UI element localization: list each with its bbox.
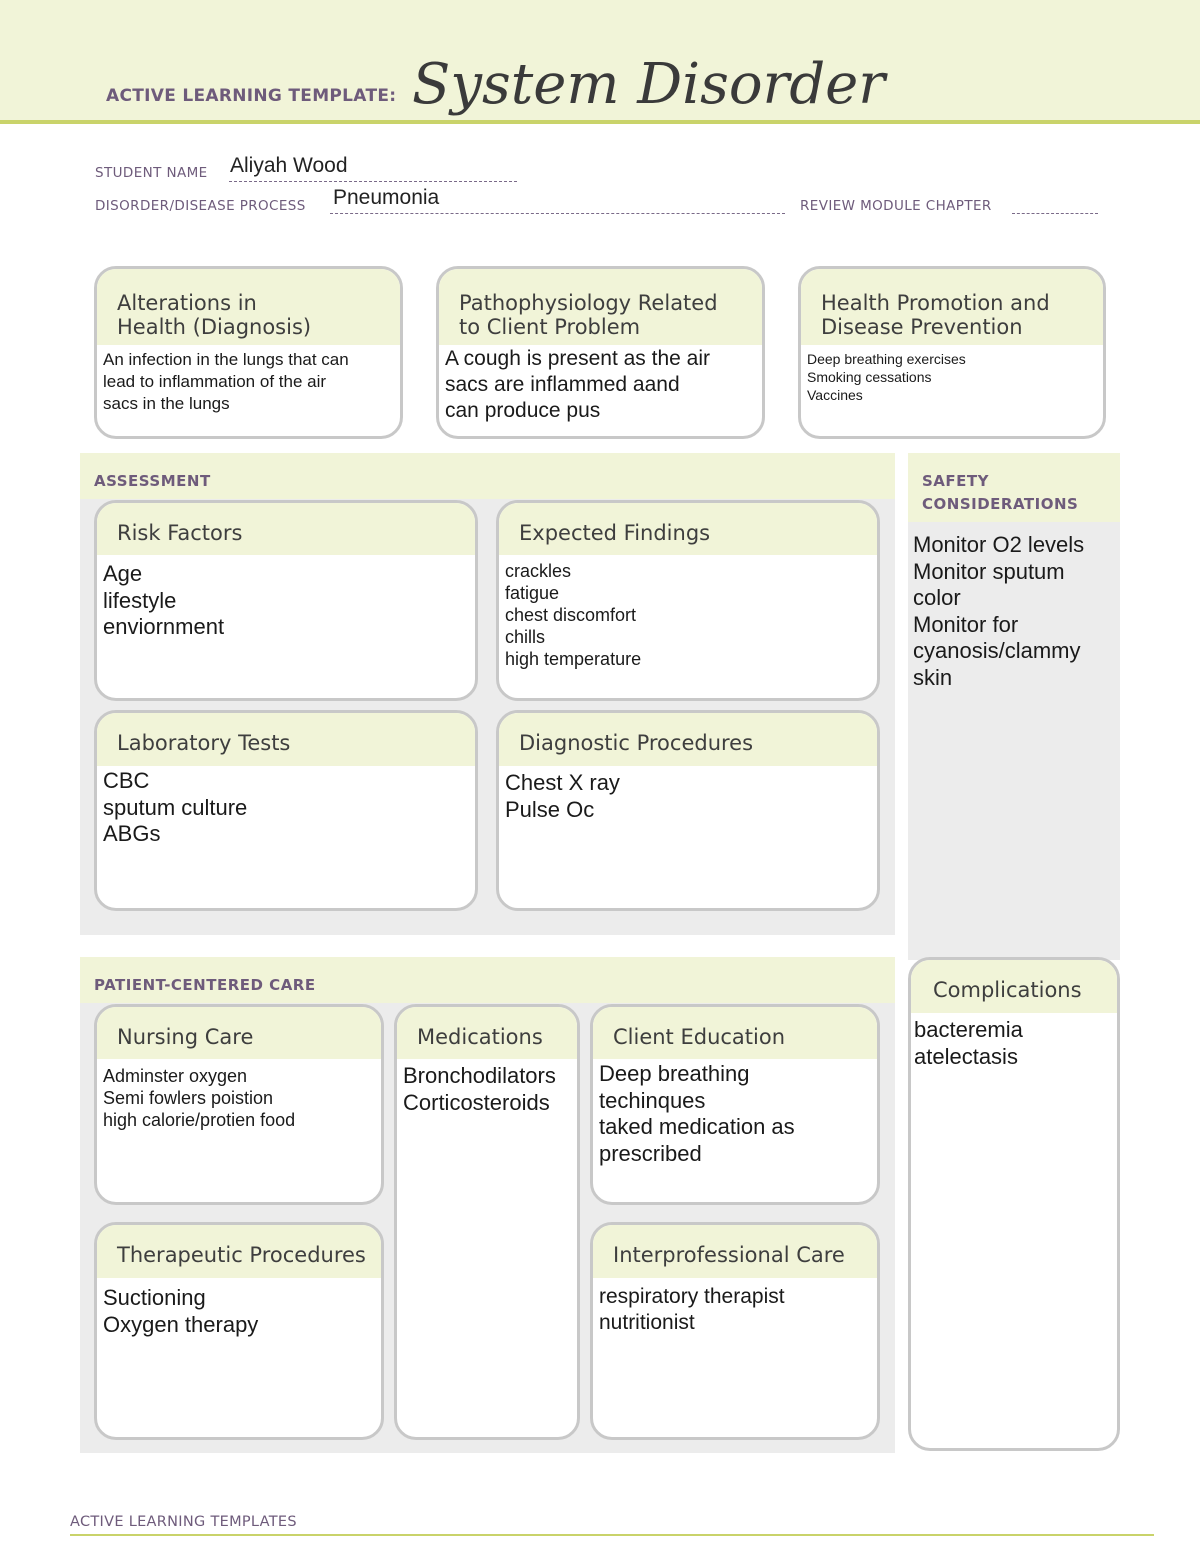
interprofessional-care-box [590, 1222, 880, 1440]
medications-title: Medications [397, 1007, 577, 1059]
nursing-care-text[interactable]: Adminster oxygen Semi fowlers poistion high calorie/protien food [103, 1066, 296, 1130]
template-label: ACTIVE LEARNING TEMPLATE: [106, 86, 397, 106]
pathophysiology-title: Pathophysiology Related to Client Problem [439, 269, 762, 345]
client-education-title: Client Education [593, 1007, 877, 1059]
health-promotion-box [798, 266, 1106, 439]
complications-title: Complications [911, 960, 1117, 1013]
student-name-field[interactable]: Aliyah Wood [230, 154, 348, 177]
safety-heading: SAFETY CONSIDERATIONS [922, 472, 1079, 513]
student-name-label: STUDENT NAME [95, 165, 208, 181]
risk-factors-title: Risk Factors [97, 503, 475, 555]
complications-text[interactable]: bacteremia atelectasis [914, 1017, 1023, 1069]
diagnostic-procedures-box [496, 710, 880, 911]
medications-text[interactable]: Bronchodilators Corticosteroids [403, 1063, 556, 1115]
therapeutic-procedures-title: Therapeutic Procedures [97, 1225, 381, 1278]
expected-findings-title: Expected Findings [499, 503, 877, 555]
client-education-box [590, 1004, 880, 1205]
page-title: System Disorder [412, 52, 886, 117]
disorder-label: DISORDER/DISEASE PROCESS [95, 198, 306, 214]
lab-tests-title: Laboratory Tests [97, 713, 475, 766]
health-promotion-title: Health Promotion and Disease Prevention [801, 269, 1103, 345]
safety-text[interactable]: Monitor O2 levels Monitor sputum color Monitor for cyanosis/clammy skin [913, 532, 1085, 690]
interprofessional-care-text[interactable]: respiratory therapist nutritionist [599, 1285, 785, 1334]
alterations-text[interactable]: An infection in the lungs that can lead to inflammation of the air sacs in the lungs [103, 350, 349, 413]
risk-factors-text[interactable]: Age lifestyle enviornment [103, 561, 225, 639]
lab-tests-box [94, 710, 478, 911]
nursing-care-title: Nursing Care [97, 1007, 381, 1059]
nursing-care-box [94, 1004, 384, 1205]
diagnostic-procedures-title: Diagnostic Procedures [499, 713, 877, 766]
lab-tests-text[interactable]: CBC sputum culture ABGs [103, 768, 248, 846]
medications-box [394, 1004, 580, 1440]
footer-divider [70, 1534, 1154, 1536]
pathophysiology-box [436, 266, 765, 439]
review-module-field[interactable] [1012, 200, 1098, 214]
assessment-heading: ASSESSMENT [94, 472, 211, 490]
patient-care-heading: PATIENT-CENTERED CARE [94, 976, 316, 994]
complications-box [908, 957, 1120, 1451]
interprofessional-care-title: Interprofessional Care [593, 1225, 877, 1278]
review-module-label: REVIEW MODULE CHAPTER [800, 198, 992, 214]
safety-section [908, 453, 1120, 960]
expected-findings-text[interactable]: crackles fatigue chest discomfort chills high temperature [505, 561, 642, 669]
expected-findings-box [496, 500, 880, 701]
diagnostic-procedures-text[interactable]: Chest X ray Pulse Oc [505, 770, 620, 822]
pathophysiology-text[interactable]: A cough is present as the air sacs are inflammed aand can produce pus [445, 347, 710, 422]
therapeutic-procedures-text[interactable]: Suctioning Oxygen therapy [103, 1285, 259, 1337]
alterations-title: Alterations in Health (Diagnosis) [97, 269, 400, 345]
alterations-box [94, 266, 403, 439]
therapeutic-procedures-box [94, 1222, 384, 1440]
client-education-text[interactable]: Deep breathing techinques taked medication as prescribed [599, 1061, 795, 1166]
footer-label: ACTIVE LEARNING TEMPLATES [70, 1514, 297, 1530]
health-promotion-text[interactable]: Deep breathing exercises Smoking cessations Vaccines [807, 351, 966, 403]
risk-factors-box [94, 500, 478, 701]
disorder-field[interactable]: Pneumonia [333, 186, 440, 209]
